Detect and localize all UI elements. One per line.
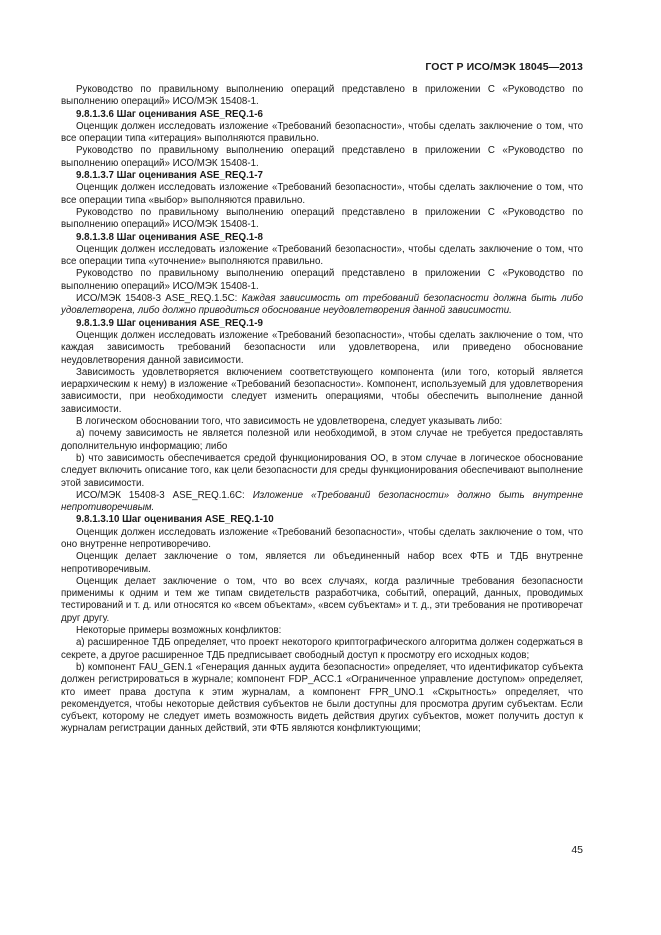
paragraph-text: Оценщик должен исследовать изложение «Требований безопасности», чтобы сделать заключение о том, что все операции типа «выбор» выполняются правильно. <box>61 182 583 206</box>
paragraph-text: 9.8.1.3.6 Шаг оценивания ASE_REQ.1-6 <box>76 108 263 120</box>
paragraph <box>61 428 583 453</box>
paragraph-text: Зависимость удовлетворяется включением соответствующего компонента (или того, который является иерархическим к нему) в изложение «Требований безопасности». Компонент, используемый для удовлетворения зависимости, при необходимости следует изменить операциями, чтобы обеспечить выполнение данной зависимости. <box>61 366 583 415</box>
page-number: 45 <box>571 844 583 856</box>
paragraph-text: 9.8.1.3.10 Шаг оценивания ASE_REQ.1-10 <box>76 514 274 526</box>
section-heading <box>61 170 583 182</box>
paragraph-text: В логическом обосновании того, что зависимость не удовлетворена, следует указывать либо: <box>76 416 503 428</box>
paragraph-text: Руководство по правильному выполнению операций представлено в приложении С «Руководство по выполнению операций» ИСО/МЭК 15408-1. <box>61 145 583 169</box>
paragraph-text: Руководство по правильному выполнению операций представлено в приложении С «Руководство по выполнению операций» ИСО/МЭК 15408-1. <box>61 206 583 231</box>
paragraph <box>61 637 583 662</box>
paragraph-text: Оценщик должен исследовать изложение «Требований безопасности», чтобы сделать заключение о том, что оно внутренне непротиворечиво. <box>61 526 583 550</box>
page-body <box>61 84 583 736</box>
paragraph <box>61 576 583 625</box>
paragraph <box>61 293 583 318</box>
paragraph-text: Некоторые примеры возможных конфликтов: <box>76 625 282 637</box>
paragraph <box>61 527 583 552</box>
paragraph <box>61 84 583 109</box>
section-heading <box>61 109 583 121</box>
paragraph-text: Оценщик должен исследовать изложение «Требований безопасности», чтобы сделать заключение о том, что каждая зависимость требований безопасности или удовлетворена, или приведено обоснование неудовлетворения данной зависимости. <box>61 329 583 366</box>
paragraph <box>61 453 583 490</box>
paragraph-text: а) почему зависимость не является полезной или необходимой, в этом случае не требуется предоставлять дополнительную информацию; либо <box>61 428 583 452</box>
paragraph-text: а) расширенное ТДБ определяет, что проект некоторого криптографического алгоритма должен содержаться в секрете, а другое расширенное ТДБ предписывает свободный доступ к просмотру его исходных кодов; <box>61 637 583 661</box>
paragraph-text: b) что зависимость обеспечивается средой функционирования ОО, в этом случае в логическое обоснование следует включить описание того, как цели безопасности для среды функционирования обеспечивают выполнение этой зависимости. <box>61 452 583 489</box>
paragraph-text: Оценщик делает заключение о том, является ли объединенный набор всех ФТБ и ТДБ внутренне непротиворечивым. <box>61 551 583 575</box>
paragraph <box>61 182 583 207</box>
paragraph <box>61 145 583 170</box>
paragraph-text: Руководство по правильному выполнению операций представлено в приложении С «Руководство по выполнению операций» ИСО/МЭК 15408-1. <box>61 84 583 108</box>
paragraph <box>61 244 583 269</box>
paragraph-text: Руководство по правильному выполнению операций представлено в приложении С «Руководство по выполнению операций» ИСО/МЭК 15408-1. <box>61 268 583 292</box>
requirement-text: Изложение «Требований безопасности» должно быть внутренне непротиворечивым. <box>61 489 583 514</box>
section-heading <box>61 514 583 526</box>
requirement-text: Каждая зависимость от требований безопасности должна быть либо удовлетворена, либо должно приводиться обоснование неудовлетворения данной зависимости. <box>61 293 583 317</box>
paragraph-text: b) компонент FAU_GEN.1 «Генерация данных аудита безопасности» определяет, что идентификатор субъекта должен регистрироваться в журнале; компонент FDP_ACC.1 «Ограниченное управление доступом» определяет, кто имеет права доступа к этим журналам, а компонент FPR_UNO.1 «Скрытность» определяет, что рекомендуется, чтобы некоторые действия субъектов не были доступны для просмотра другим субъектам. Если субъект, которому не следует иметь возможность видеть действия других субъектов, может получить доступ к журналам регистрации данных действий, эти ФТБ являются конфликтующими; <box>61 661 583 735</box>
paragraph-text: ИСО/МЭК 15408-3 ASE_REQ.1.5С: <box>76 293 242 305</box>
section-heading <box>61 318 583 330</box>
paragraph-text: ИСО/МЭК 15408-3 ASE_REQ.1.6С: <box>76 489 253 501</box>
paragraph <box>61 268 583 293</box>
paragraph-text: 9.8.1.3.9 Шаг оценивания ASE_REQ.1-9 <box>76 317 263 329</box>
paragraph <box>61 551 583 576</box>
paragraph-text: 9.8.1.3.7 Шаг оценивания ASE_REQ.1-7 <box>76 170 263 182</box>
section-heading <box>61 232 583 244</box>
paragraph <box>61 330 583 367</box>
paragraph <box>61 490 583 515</box>
paragraph <box>61 416 583 428</box>
document-header: ГОСТ Р ИСО/МЭК 18045—2013 <box>425 61 583 73</box>
paragraph-text: Оценщик должен исследовать изложение «Требований безопасности», чтобы сделать заключение о том, что все операции типа «уточнение» выполняются правильно. <box>61 243 583 268</box>
paragraph-text: Оценщик делает заключение о том, что во всех случаях, когда различные требования безопасности применимы к одним и тем же типам свидетельств разработчика, событий, операций, данных, проводимых тестирований и т. д. или относятся ко «всем объектам», «всем субъектам» и т. д., эти требования не противоречат друг другу. <box>61 575 583 624</box>
paragraph <box>61 367 583 416</box>
paragraph <box>61 625 583 637</box>
paragraph-text: 9.8.1.3.8 Шаг оценивания ASE_REQ.1-8 <box>76 231 263 243</box>
paragraph <box>61 121 583 146</box>
paragraph <box>61 662 583 736</box>
paragraph <box>61 207 583 232</box>
paragraph-text: Оценщик должен исследовать изложение «Требований безопасности», чтобы сделать заключение о том, что все операции типа «итерация» выполняются правильно. <box>61 120 583 145</box>
